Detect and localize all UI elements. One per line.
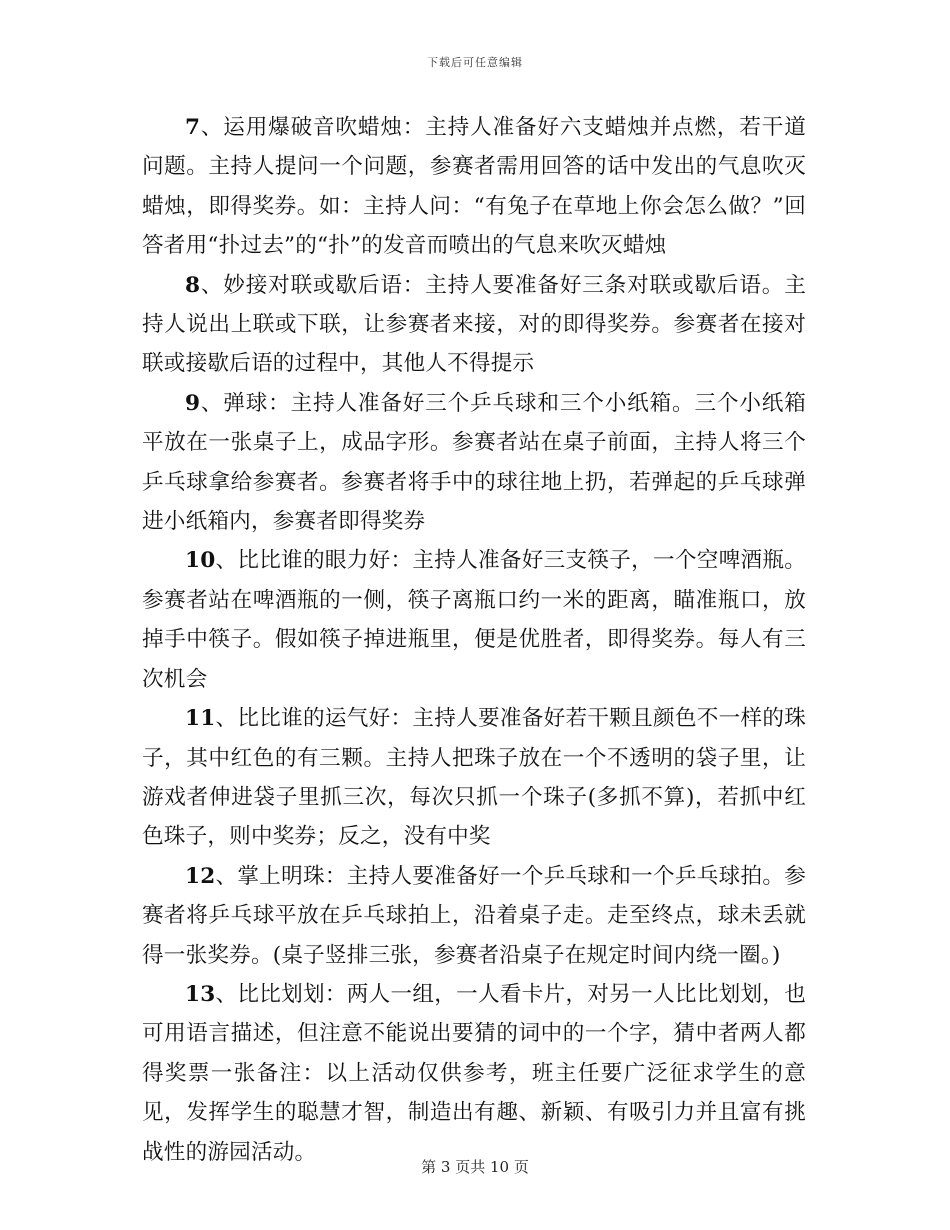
item-number: 13 <box>185 981 216 1007</box>
paragraph-text: 、比比谁的眼力好：主持人准备好三支筷子，一个空啤酒瓶。参赛者站在啤酒瓶的一侧，筷子离瓶口约一米的距离，瞄准瓶口，放掉手中筷子。假如筷子掉进瓶里，便是优胜者，即得奖券。每人有三次机会 <box>142 548 806 692</box>
item-number: 10 <box>185 548 216 574</box>
item-number: 9 <box>185 390 201 416</box>
item-number: 8 <box>185 272 201 298</box>
paragraph-9 <box>142 384 806 542</box>
paragraph-text: 、弹球：主持人准备好三个乒乓球和三个小纸箱。三个小纸箱平放在一张桌子上，成品字形。参赛者站在桌子前面，主持人将三个乒乓球拿给参赛者。参赛者将手中的球往地上扔，若弹起的乒乓球弹进小纸箱内，参赛者即得奖券 <box>142 390 806 535</box>
paragraph-12 <box>142 857 806 975</box>
paragraph-text: 、比比划划：两人一组，一人看卡片，对另一人比比划划，也可用语言描述，但注意不能说出要猜的词中的一个字，猜中者两人都得奖票一张备注：以上活动仅供参考，班主任要广泛征求学生的意见，发挥学生的聪慧才智，制造出有趣、新颖、有吸引力并且富有挑战性的游园活动。 <box>142 981 806 1165</box>
paragraph-text: 、运用爆破音吹蜡烛：主持人准备好六支蜡烛并点燃，若干道问题。主持人提问一个问题，参赛者需用回答的话中发出的气息吹灭蜡烛，即得奖券。如：主持人问：“有兔子在草地上你会怎么做？”回答者用“扑过去”的“扑”的发音而喷出的气息来吹灭蜡烛 <box>142 115 806 259</box>
paragraph-11 <box>142 699 806 857</box>
paragraph-7 <box>142 108 806 266</box>
item-number: 12 <box>185 863 216 889</box>
paragraph-13 <box>142 975 806 1172</box>
item-number: 11 <box>185 706 216 732</box>
page-header: 下载后可任意编辑 <box>427 56 523 69</box>
paragraph-text: 、妙接对联或歇后语：主持人要准备好三条对联或歇后语。主持人说出上联或下联，让参赛者来接，对的即得奖券。参赛者在接对联或接歇后语的过程中，其他人不得提示 <box>142 272 806 377</box>
paragraph-8 <box>142 266 806 384</box>
paragraph-text: 、掌上明珠：主持人要准备好一个乒乓球和一个乒乓球拍。参赛者将乒乓球平放在乒乓球拍上，沿着桌子走。走至终点，球未丢就得一张奖券。(桌子竖排三张，参赛者沿桌子在规定时间内绕一圈。) <box>142 863 806 968</box>
document-body <box>142 108 806 1172</box>
page-footer: 第 3 页共 10 页 <box>421 1158 529 1176</box>
paragraph-10 <box>142 541 806 699</box>
paragraph-text: 、比比谁的运气好：主持人要准备好若干颗且颜色不一样的珠子，其中红色的有三颗。主持人把珠子放在一个不透明的袋子里，让游戏者伸进袋子里抓三次，每次只抓一个珠子(多抓不算)，若抓中红色珠子，则中奖券；反之，没有中奖 <box>142 706 806 850</box>
item-number: 7 <box>185 115 201 140</box>
